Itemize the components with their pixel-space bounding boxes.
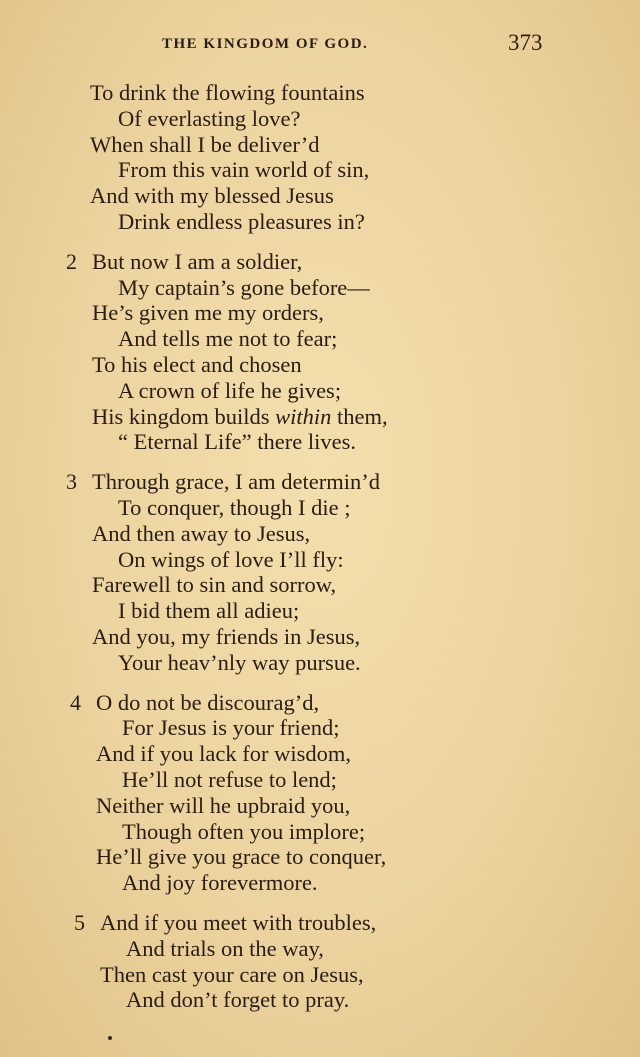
verse-line: And trials on the way, [126,935,324,961]
verse-line: To drink the flowing fountains [90,80,365,105]
verse-line: Farewell to sin and sorrow, [92,572,337,598]
stanza [0,910,640,1013]
verse-line: “ Eternal Life” there lives. [118,429,356,455]
stanza [0,469,640,675]
verse-line: Your heav’nly way pursue. [118,649,361,675]
verse-line: And if you lack for wisdom, [96,741,351,767]
verse-line: Of everlasting love? [118,105,301,131]
page-number: 373 [508,30,543,55]
verse-line: He’ll not refuse to lend; [122,766,337,792]
verse-line: My captain’s gone before— [118,274,370,300]
verse-line: I bid them all adieu; [118,598,300,624]
verse-line: For Jesus is your friend; [122,715,340,741]
verse-line: Neither will he upbraid you, [96,792,351,818]
stanza-number: 5 [74,909,85,935]
hymn-text [0,80,640,1027]
verse-line: O do not be discourag’d, [96,689,320,715]
stanza-number: 3 [66,469,77,495]
verse-line: Though often you implore; [122,818,366,844]
verse-line: When shall I be deliver’d [90,131,320,157]
verse-line: And you, my friends in Jesus, [92,623,361,649]
verse-line: And with my blessed Jesus [90,183,334,209]
verse-line: And then away to Jesus, [92,520,311,546]
verse-line: And if you meet with troubles, [100,909,377,935]
verse-line-italic: within [275,403,332,429]
verse-line: He’s given me my orders, [92,300,324,326]
page-header [0,30,640,60]
verse-line: Drink endless pleasures in? [118,208,365,234]
stanza [0,80,640,235]
verse-line: He’ll give you grace to conquer, [96,844,387,870]
verse-line-part: His kingdom builds [92,403,276,429]
stanza [0,690,640,896]
verse-line: From this vain world of sin, [118,157,370,183]
verse-line: To conquer, though I die ; [118,494,351,520]
verse-line: But now I am a soldier, [92,248,303,274]
verse-line: To his elect and chosen [92,351,302,377]
verse-line: And joy forevermore. [122,870,318,896]
stanza [0,249,640,455]
verse-line: And don’t forget to pray. [126,987,350,1013]
printer-mark [108,1036,112,1040]
stanza-number: 4 [70,689,81,715]
verse-line: Then cast your care on Jesus, [100,961,364,987]
verse-line: Through grace, I am determin’d [92,469,381,495]
stanza-number: 2 [66,248,77,274]
verse-line: And tells me not to fear; [118,326,338,352]
verse-line-part: them, [331,403,388,429]
verse-line: On wings of love I’ll fly: [118,546,344,572]
running-title: THE KINGDOM OF GOD. [162,36,369,52]
verse-line [0,404,640,430]
verse-line: A crown of life he gives; [118,377,342,403]
